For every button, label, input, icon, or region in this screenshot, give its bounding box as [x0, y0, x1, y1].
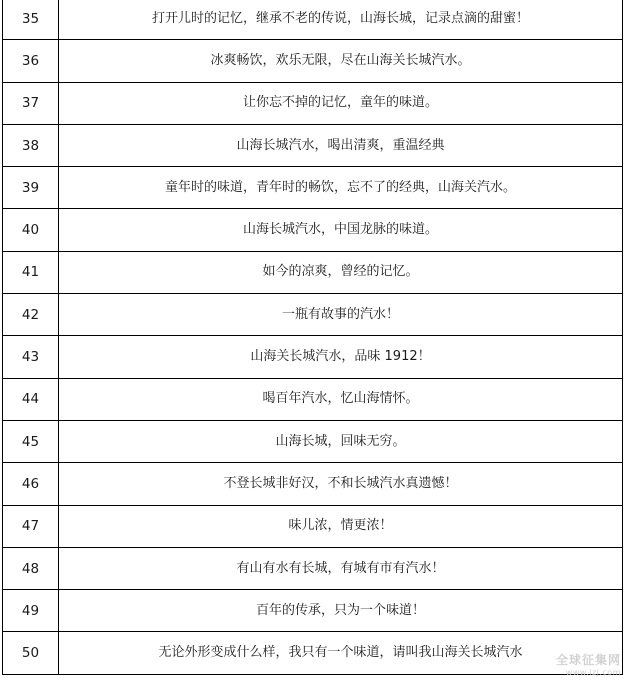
table-row	[3, 505, 623, 547]
row-number: 38	[3, 124, 59, 166]
slogan-text: 有山有水有长城，有城有市有汽水！	[59, 547, 623, 589]
row-number: 43	[3, 336, 59, 378]
row-number: 41	[3, 251, 59, 293]
table-row	[3, 463, 623, 505]
row-number: 42	[3, 294, 59, 336]
row-number: 40	[3, 209, 59, 251]
table-row	[3, 40, 623, 82]
table-row	[3, 251, 623, 293]
slogan-text: 百年的传承，只为一个味道！	[59, 590, 623, 632]
table-row	[3, 82, 623, 124]
row-number: 37	[3, 82, 59, 124]
watermark-url: www.lzj.com	[565, 668, 621, 677]
row-number: 47	[3, 505, 59, 547]
slogan-text: 山海长城汽水，喝出清爽，重温经典	[59, 124, 623, 166]
slogan-text: 山海关长城汽水，品味 1912！	[59, 336, 623, 378]
slogan-text: 冰爽畅饮，欢乐无限，尽在山海关长城汽水。	[59, 40, 623, 82]
table-row	[3, 632, 623, 674]
row-number: 49	[3, 590, 59, 632]
row-number: 44	[3, 378, 59, 420]
slogan-text: 不登长城非好汉，不和长城汽水真遗憾！	[59, 463, 623, 505]
slogan-text: 如今的凉爽，曾经的记忆。	[59, 251, 623, 293]
row-number: 50	[3, 632, 59, 674]
slogan-text: 味儿浓，情更浓！	[59, 505, 623, 547]
table-row	[3, 209, 623, 251]
slogan-table	[2, 0, 623, 675]
table-row	[3, 590, 623, 632]
row-number: 48	[3, 547, 59, 589]
table-row	[3, 420, 623, 462]
row-number: 35	[3, 0, 59, 40]
table-row	[3, 167, 623, 209]
slogan-text: 童年时的味道，青年时的畅饮，忘不了的经典，山海关汽水。	[59, 167, 623, 209]
slogan-text: 喝百年汽水，忆山海情怀。	[59, 378, 623, 420]
slogan-text: 无论外形变成什么样，我只有一个味道，请叫我山海关长城汽水	[59, 632, 623, 674]
row-number: 46	[3, 463, 59, 505]
table-row	[3, 124, 623, 166]
table-row	[3, 0, 623, 40]
table-row	[3, 378, 623, 420]
row-number: 45	[3, 420, 59, 462]
table-row	[3, 547, 623, 589]
row-number: 36	[3, 40, 59, 82]
table-row	[3, 336, 623, 378]
slogan-text: 山海长城，回味无穷。	[59, 420, 623, 462]
slogan-text: 一瓶有故事的汽水！	[59, 294, 623, 336]
table-row	[3, 294, 623, 336]
slogan-text: 山海长城汽水，中国龙脉的味道。	[59, 209, 623, 251]
watermark-text: 全球征集网	[555, 653, 621, 667]
slogan-text: 打开儿时的记忆，继承不老的传说，山海长城，记录点滴的甜蜜！	[59, 0, 623, 40]
row-number: 39	[3, 167, 59, 209]
slogan-text: 让你忘不掉的记忆，童年的味道。	[59, 82, 623, 124]
